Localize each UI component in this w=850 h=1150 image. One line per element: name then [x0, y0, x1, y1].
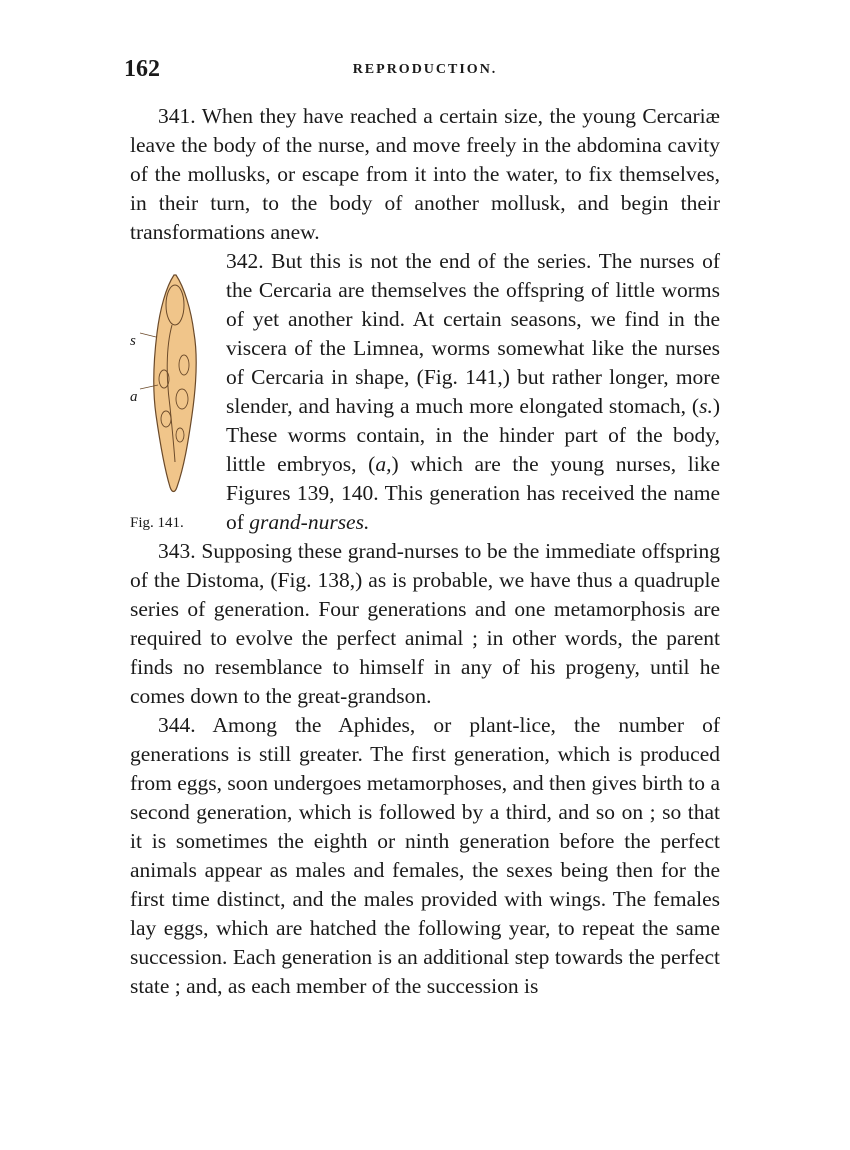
figure-label-s: s	[130, 333, 136, 349]
paragraph-342-mid2: ) which are the young nurses, like Figures 139, 140. This generation has received the name of	[226, 452, 720, 534]
paragraph-342-ref-a: a,	[375, 452, 392, 476]
figure-141	[130, 247, 226, 537]
paragraph-342-term: grand-nurses.	[249, 510, 370, 534]
paragraph-342	[226, 247, 720, 537]
body-text	[130, 102, 720, 1001]
page-number: 162	[124, 56, 160, 82]
paragraph-343: 343. Supposing these grand-nurses to be the immediate offspring of the Distoma, (Fig. 138,) as is probable, we have thus a quadruple series of generation. Four generations and one metamorphosis are required to evolve the perfect animal ; in other words, the parent finds no resemblance to himself in any of his progeny, until he comes down to the great-grandson.	[130, 539, 720, 708]
grand-nurse-worm-illustration	[130, 247, 226, 509]
figure-label-a: a	[130, 389, 138, 405]
paragraph-342-mid: ) These worms contain, in the hinder part of the body, little embryos, (	[226, 394, 720, 476]
paragraph-342-with-figure	[130, 247, 720, 537]
paragraph-341: 341. When they have reached a certain size, the young Cercariæ leave the body of the nurse, and move freely in the abdomina cavity of the mollusks, or escape from it into the water, to fix themselves, in their turn, to the body of another mollusk, and begin their transformations anew.	[130, 104, 720, 244]
paragraph-344: 344. Among the Aphides, or plant-lice, the number of generations is still greater. The first generation, which is produced from eggs, soon undergoes metamorphoses, and then gives birth to a second generation, which is followed by a third, and so on ; so that it is sometimes the eighth or ninth generation before the perfect animals appear as males and females, the sexes being then for the first time distinct, and the males provided with wings. The females lay eggs, which are hatched the following year, to repeat the same succession. Each generation is an additional step towards the perfect state ; and, as each member of the succession is	[130, 713, 720, 998]
paragraph-342-lead: But this is not the end of the series. The nurses of the Cercaria are themselves the offspring of little worms of yet another kind. At certain seasons, we find in the viscera of the Limnea, worms somewhat like the nurses of Cercaria in shape, (Fig. 141,) but rather longer, more slender, and having a much more elongated stomach, (	[226, 249, 720, 418]
figure-caption: Fig. 141.	[130, 515, 184, 531]
paragraph-342-ref-s: s.	[699, 394, 713, 418]
running-head: REPRODUCTION.	[352, 62, 498, 77]
paragraph-342-number: 342.	[226, 249, 264, 273]
